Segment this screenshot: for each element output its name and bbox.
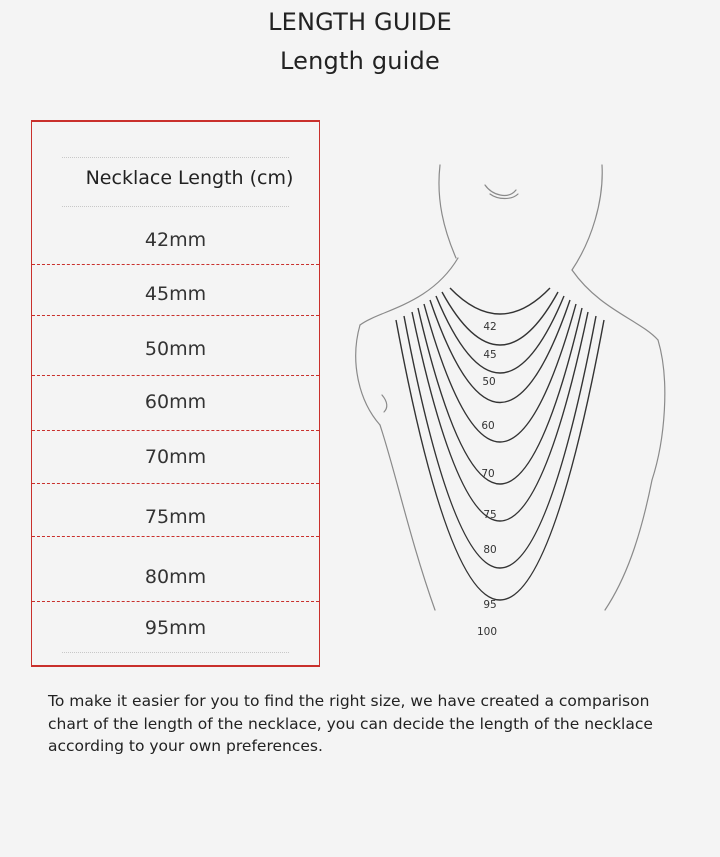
header-bottom-rule [62, 206, 289, 207]
row-divider [32, 601, 319, 602]
length-table [31, 120, 320, 667]
label-50: 50 [482, 376, 496, 388]
row-divider [32, 430, 319, 431]
label-60: 60 [481, 420, 495, 432]
label-75: 75 [483, 509, 497, 521]
description-text: To make it easier for you to find the right size, we have created a comparison chart of the length of the necklace, you can decide the length of the necklace according to your own preferences. [48, 692, 653, 755]
label-95: 95 [483, 599, 497, 611]
table-row-42: 42mm [144, 229, 207, 251]
row-divider [32, 483, 319, 484]
header-top-rule [62, 157, 289, 158]
bust-outline [356, 165, 665, 610]
row-divider [32, 315, 319, 316]
table-row-70: 70mm [144, 446, 207, 468]
page-title: LENGTH GUIDE [268, 8, 452, 36]
row-divider [32, 375, 319, 376]
table-row-75: 75mm [144, 506, 207, 528]
row-divider [32, 536, 319, 537]
table-row-80: 80mm [144, 566, 207, 588]
label-100: 100 [476, 626, 498, 638]
table-header: Necklace Length (cm) [85, 167, 294, 189]
label-45: 45 [483, 349, 497, 361]
table-row-50: 50mm [144, 338, 207, 360]
table-row-60: 60mm [144, 391, 207, 413]
label-42: 42 [483, 321, 497, 333]
table-row-45: 45mm [144, 283, 207, 305]
label-70: 70 [481, 468, 495, 480]
necklace-strands [396, 288, 604, 600]
label-80: 80 [483, 544, 497, 556]
table-row-95: 95mm [144, 617, 207, 639]
table-bottom-rule [62, 652, 289, 653]
necklace-diagram [340, 140, 700, 660]
row-divider [32, 264, 319, 265]
page-subtitle: Length guide [280, 47, 440, 75]
